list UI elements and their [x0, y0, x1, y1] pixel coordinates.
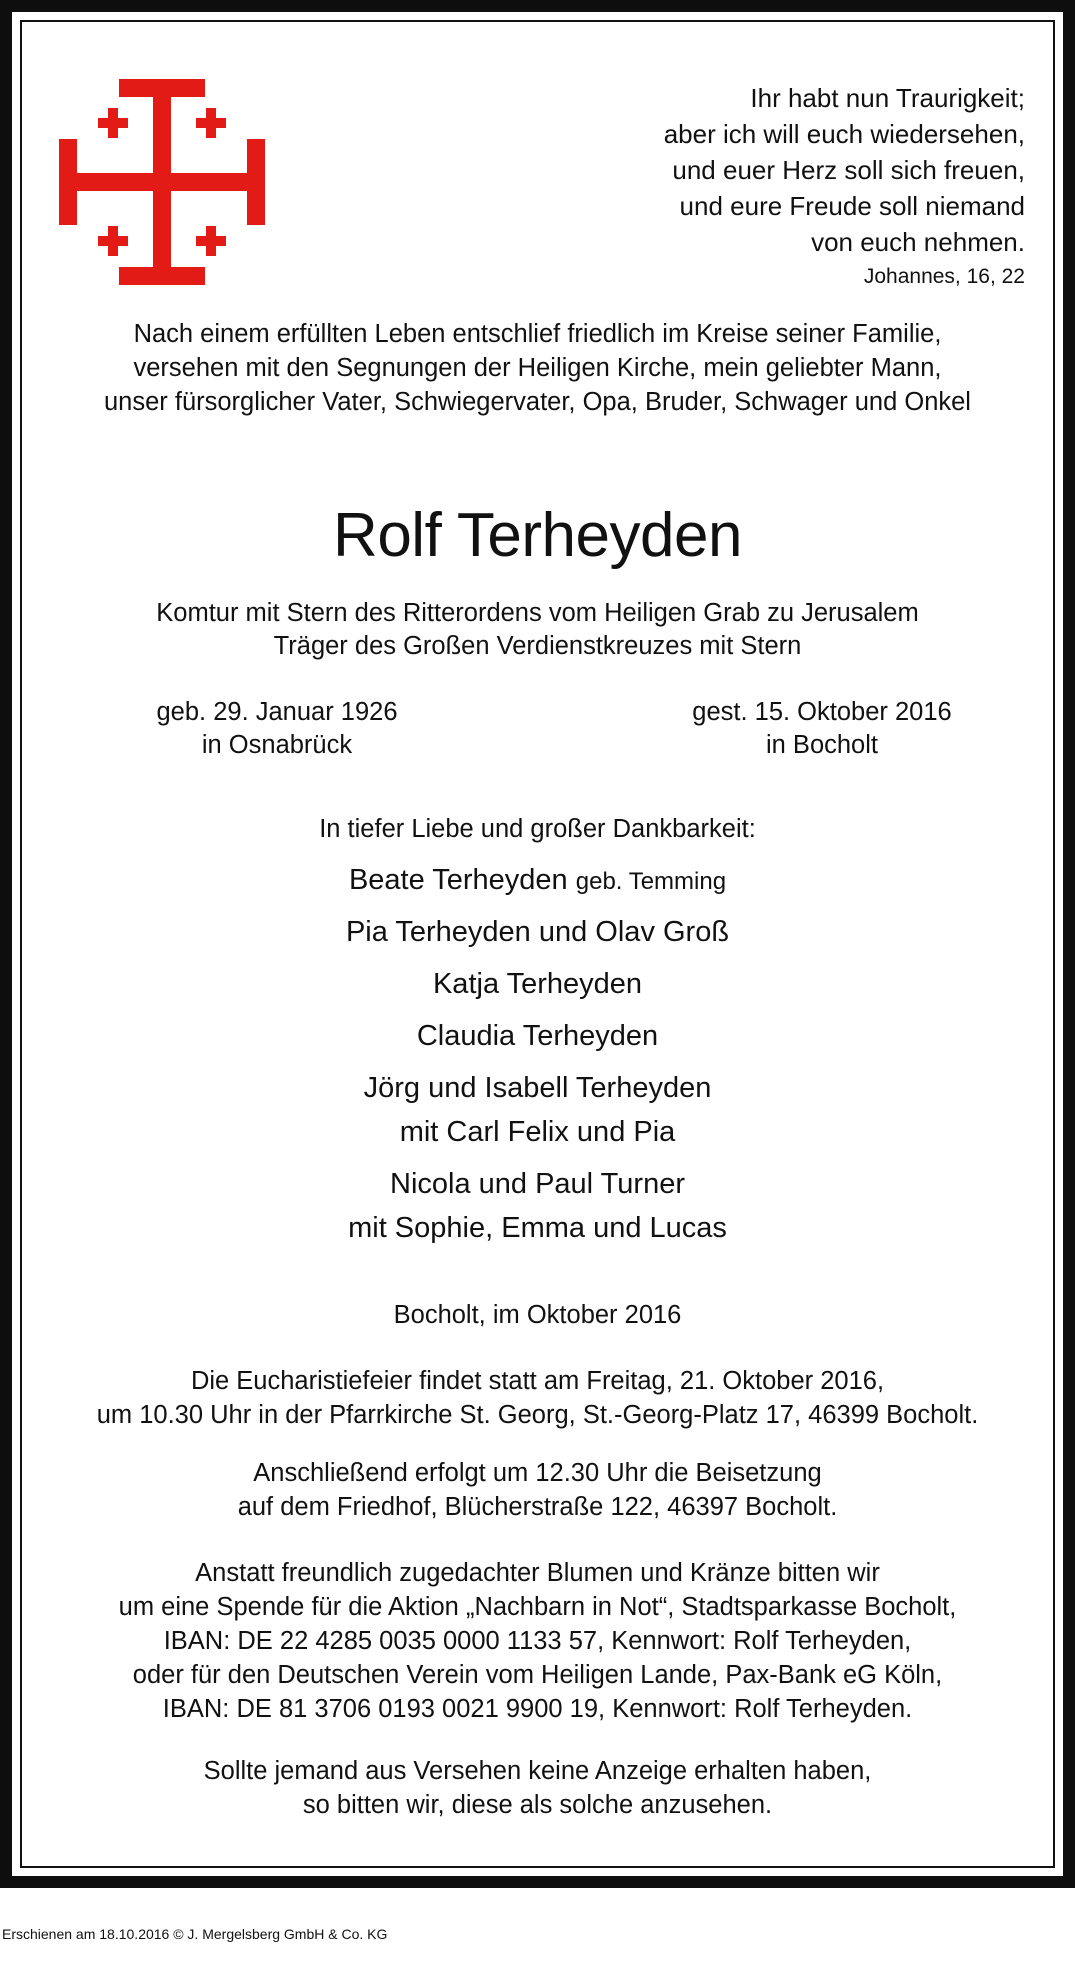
mourners-intro: In tiefer Liebe und großer Dankbarkeit:: [319, 815, 756, 843]
title-line: Komtur mit Stern des Ritterordens vom Heiligen Grab zu Jerusalem: [156, 599, 919, 627]
donation-line: IBAN: DE 81 3706 0193 0021 9900 19, Kennwort: Rolf Terheyden.: [162, 1695, 913, 1723]
quote-line: und eure Freude soll niemand: [679, 191, 1025, 221]
honorary-titles: [12, 597, 1063, 663]
donation-line: Anstatt freundlich zugedachter Blumen und Kränze bitten wir: [195, 1559, 880, 1587]
death-place: in Bocholt: [766, 731, 878, 759]
death-info: [612, 696, 1032, 762]
burial-info: [12, 1456, 1063, 1524]
mourner-line: mit Carl Felix und Pia: [399, 1116, 676, 1148]
quote-line: und euer Herz soll sich freuen,: [672, 155, 1025, 185]
intro-line: unser fürsorglicher Vater, Schwiegervater, Opa, Bruder, Schwager und Onkel: [104, 388, 971, 416]
obituary-page: [12, 12, 1063, 1876]
mourner-name: Beate Terheyden: [348, 864, 568, 896]
closing-note: [12, 1754, 1063, 1822]
service-info: [12, 1364, 1063, 1432]
mourner-line: Claudia Terheyden: [416, 1020, 659, 1052]
donation-info: [12, 1556, 1063, 1726]
bible-quote: [465, 80, 1025, 294]
mourner-maiden-name: geb. Temming: [575, 868, 727, 895]
donation-line: oder für den Deutschen Verein vom Heiligen Lande, Pax-Bank eG Köln,: [132, 1661, 943, 1689]
closing-line: so bitten wir, diese als solche anzusehen.: [302, 1791, 773, 1819]
deceased-name: Rolf Terheyden: [333, 501, 742, 570]
quote-reference: Johannes, 16, 22: [863, 265, 1025, 288]
mourner-line: Katja Terheyden: [432, 968, 643, 1000]
quote-line: von euch nehmen.: [811, 227, 1025, 257]
title-line: Träger des Großen Verdienstkreuzes mit Stern: [273, 632, 802, 660]
intro-text: [12, 317, 1063, 419]
death-date: gest. 15. Oktober 2016: [692, 698, 952, 726]
quote-line: aber ich will euch wiedersehen,: [663, 119, 1025, 149]
mourner-line: [12, 857, 1063, 909]
birth-info: [67, 696, 487, 762]
burial-line: auf dem Friedhof, Blücherstraße 122, 46397 Bocholt.: [237, 1493, 838, 1521]
service-line: Die Eucharistiefeier findet statt am Freitag, 21. Oktober 2016,: [190, 1367, 885, 1395]
birth-place: in Osnabrück: [201, 731, 353, 759]
mourner-line: Pia Terheyden und Olav Groß: [345, 916, 730, 948]
intro-line: versehen mit den Segnungen der Heiligen Kirche, mein geliebter Mann,: [133, 354, 942, 382]
place-date: Bocholt, im Oktober 2016: [393, 1301, 682, 1329]
mourner-line: Nicola und Paul Turner: [390, 1168, 685, 1200]
publication-footer: Erschienen am 18.10.2016 © J. Mergelsberg GmbH & Co. KG: [2, 1926, 388, 1942]
birth-date: geb. 29. Januar 1926: [156, 698, 398, 726]
jerusalem-cross-icon: [59, 79, 265, 285]
burial-line: Anschließend erfolgt um 12.30 Uhr die Beisetzung: [253, 1459, 822, 1487]
donation-line: IBAN: DE 22 4285 0035 0000 1133 57, Kennwort: Rolf Terheyden,: [163, 1627, 912, 1655]
closing-line: Sollte jemand aus Versehen keine Anzeige erhalten haben,: [203, 1757, 872, 1785]
donation-line: um eine Spende für die Aktion „Nachbarn in Not“, Stadtsparkasse Bocholt,: [118, 1593, 957, 1621]
service-line: um 10.30 Uhr in der Pfarrkirche St. Georg, St.-Georg-Platz 17, 46399 Bocholt.: [96, 1401, 979, 1429]
intro-line: Nach einem erfüllten Leben entschlief friedlich im Kreise seiner Familie,: [133, 320, 942, 348]
mourner-line: Jörg und Isabell Terheyden: [363, 1072, 712, 1104]
mourner-line: mit Sophie, Emma und Lucas: [348, 1212, 727, 1244]
mourners-list: [12, 857, 1063, 1257]
quote-line: Ihr habt nun Traurigkeit;: [750, 83, 1025, 113]
